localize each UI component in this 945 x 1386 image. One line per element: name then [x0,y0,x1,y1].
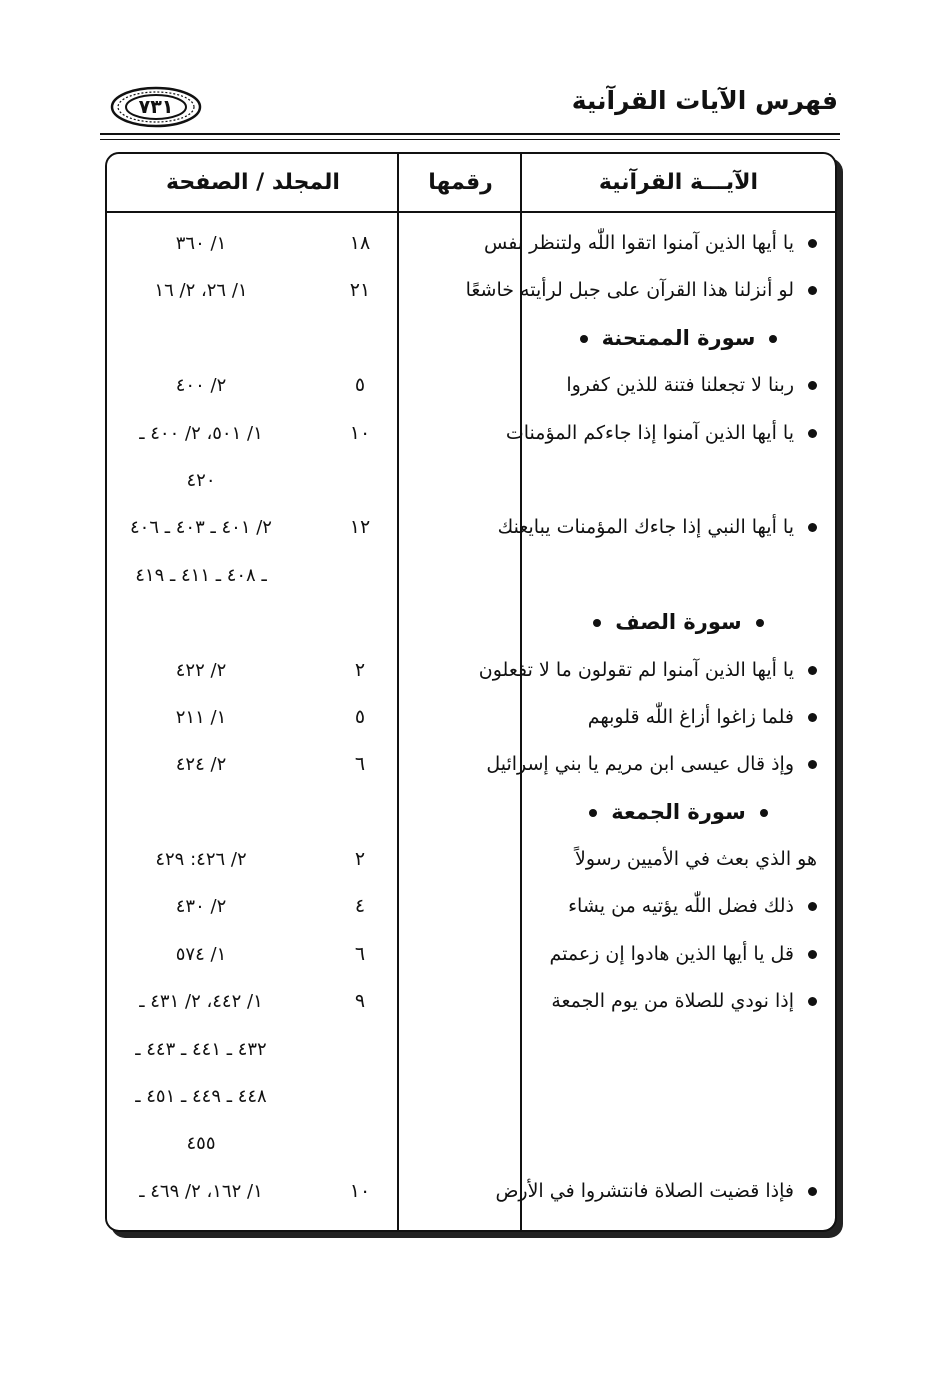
continuation-row [107,1073,835,1120]
volume-page-ref: ـ ٤٠٨ ـ ٤١١ ـ ٤١٩ [135,564,267,586]
verse-number: ٥ [354,705,366,728]
bullet-icon [808,429,817,438]
volume-page-ref: ١/ ٢١١ [175,706,227,728]
surah-name: سورة الجمعة [611,799,746,824]
surah-heading-row [107,599,835,646]
verse-number: ١٠ [349,1179,371,1202]
header-rule [100,133,840,140]
bullet-icon [808,239,817,248]
volume-page-ref: ٢/ ٤٠١ ـ ٤٠٣ ـ ٤٠٦ [130,517,272,539]
volume-page-ref: ٢/ ٤٣٠ [175,896,227,918]
verse-text: ربنا لا تجعلنا فتنة للذين كفروا [566,374,794,397]
bullet-icon [580,335,588,343]
verse-cell [447,978,817,1025]
table-row [107,741,835,788]
bullet-icon [808,950,817,959]
continuation-row [107,552,835,599]
verse-number: ٩ [354,990,366,1013]
bullet-icon [808,666,817,675]
header-number: رقمها [428,170,493,195]
verse-number: ٢ [354,848,366,871]
verse-text: يا أيها النبي إذا جاءك المؤمنات يبايعنك [497,516,794,539]
verse-number: ١٨ [349,232,371,254]
bullet-icon [756,619,764,627]
verse-text: وإذ قال عيسى ابن مريم يا بني إسرائيل [486,753,794,776]
table-header-row [107,154,835,213]
bullet-icon [808,1187,817,1196]
surah-heading [522,599,835,646]
bullet-icon [808,760,817,769]
header-verse: الآيـــة القرآنية [598,170,759,195]
volume-page-ref: ٤٤٨ ـ ٤٤٩ ـ ٤٥١ ـ [135,1086,267,1108]
surah-name: سورة الممتحنة [601,325,756,350]
bullet-icon [769,335,777,343]
verse-text: إذا نودي للصلاة من يوم الجمعة [551,990,794,1013]
table-row [107,220,835,267]
continuation-row [107,457,835,504]
bullet-icon [808,997,817,1006]
page-number-badge [110,86,202,128]
verse-number: ١٠ [349,421,371,444]
verse-number: ٥ [354,374,366,397]
verse-text: فإذا قضيت الصلاة فانتشروا في الأرض [495,1179,794,1202]
table-row [107,1168,835,1215]
continuation-row [107,1026,835,1073]
verse-cell [447,267,817,314]
verse-number: ٢ [354,658,366,681]
volume-page-ref: ١/ ٥٧٤ [175,943,227,965]
verse-number: ٦ [354,942,366,965]
bullet-icon [808,381,817,390]
volume-page-ref: ١/ ٥٠١، ٢/ ٤٠٠ ـ [139,422,263,444]
verse-text: فلما زاغوا أزاغ اللّٰه قلوبهم [587,705,794,728]
verse-cell [447,694,817,741]
verse-cell [447,504,817,551]
verse-cell [447,362,817,409]
running-title: فهرس الآيات القرآنية [571,86,838,115]
bullet-icon [589,809,597,817]
bullet-icon [760,809,768,817]
bullet-icon [808,286,817,295]
verse-number: ٤ [354,895,366,918]
surah-name: سورة الصف [615,610,742,635]
verse-number: ٢١ [349,279,371,302]
verse-cell [447,220,817,267]
volume-page-ref: ٢/ ٤٢٢ [175,659,227,681]
table-row [107,978,835,1025]
verse-text: يا أيها الذين آمنوا إذا جاءكم المؤمنات [505,421,794,444]
table-row [107,836,835,883]
volume-page-ref: ٢/ ٤٢٤ [175,754,227,776]
verse-text: يا أيها الذين آمنوا لم تقولون ما لا تفعلون [478,658,794,681]
table-row [107,362,835,409]
verse-text: قل يا أيها الذين هادوا إن زعمتم [549,942,794,965]
verse-cell [447,410,817,457]
bullet-icon [808,523,817,532]
verse-text: هو الذي بعث في الأميين رسولاً [575,848,817,871]
verse-cell [447,647,817,694]
surah-heading-row [107,315,835,362]
bullet-icon [593,619,601,627]
bullet-icon [808,713,817,722]
volume-page-ref: ٢/ ٤٠٠ [175,375,227,397]
page-header [100,80,840,136]
volume-page-ref: ٤٢٠ [186,469,216,491]
verse-cell [447,741,817,788]
verse-number: ١٢ [349,516,371,539]
verse-cell [447,883,817,930]
surah-heading-row [107,789,835,836]
continuation-row [107,1120,835,1167]
page-number: ٧٣١ [138,96,174,118]
verse-text: لو أنزلنا هذا القرآن على جبل لرأيته خاشعًا [465,279,794,302]
volume-page-ref: ١/ ٢٦، ٢/ ١٦ [154,280,248,302]
verse-index-table [105,152,837,1232]
table-row [107,410,835,457]
table-row [107,694,835,741]
table-row [107,267,835,314]
verse-text: يا أيها الذين آمنوا اتقوا اللّٰه ولتنظر نفس [484,232,794,254]
verse-cell [447,931,817,978]
table-row [107,504,835,551]
table-row [107,931,835,978]
table-body [107,220,835,1215]
verse-number: ٦ [354,753,366,776]
volume-page-ref: ١/ ٤٤٢، ٢/ ٤٣١ ـ [139,991,263,1013]
table-row [107,647,835,694]
table-row [107,883,835,930]
verse-cell [447,836,817,883]
volume-page-ref: ٢/ ٤٢٦: ٤٢٩ [155,849,247,871]
bullet-icon [808,902,817,911]
header-volume-page: المجلد / الصفحة [166,170,340,195]
verse-text: ذلك فضل اللّٰه يؤتيه من يشاء [568,895,794,918]
volume-page-ref: ٤٣٢ ـ ٤٤١ ـ ٤٤٣ ـ [135,1038,267,1060]
surah-heading [522,789,835,836]
volume-page-ref: ٤٥٥ [186,1133,216,1155]
volume-page-ref: ١/ ١٦٢، ٢/ ٤٦٩ ـ [139,1180,263,1202]
surah-heading [522,315,835,362]
volume-page-ref: ١/ ٣٦٠ [175,233,227,254]
verse-cell [447,1168,817,1215]
